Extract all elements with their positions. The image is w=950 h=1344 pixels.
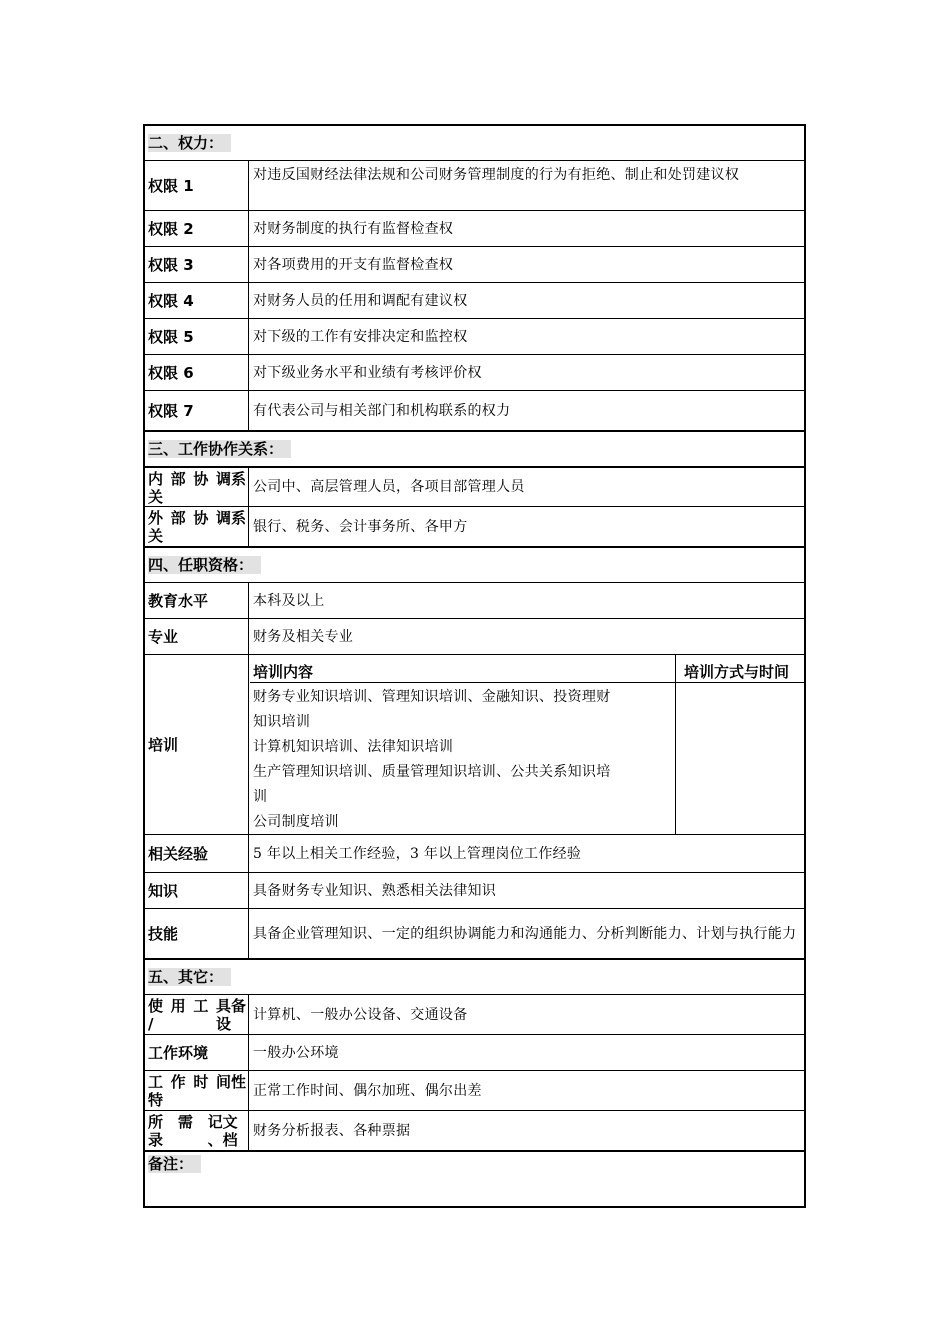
other-label-records-line1: 所 需 记 录 、 bbox=[148, 1113, 223, 1149]
qual-label-major: 专业 bbox=[145, 619, 249, 654]
power-value-1: 对违反国财经法律法规和公司财务管理制度的行为有拒绝、制止和处罚建议权 bbox=[253, 167, 740, 183]
qual-row-knowledge bbox=[145, 872, 804, 908]
power-value-5: 对下级的工作有安排决定和监控权 bbox=[253, 328, 468, 345]
power-row-6 bbox=[145, 354, 804, 390]
section-header-other bbox=[145, 958, 804, 994]
qual-row-skill bbox=[145, 908, 804, 958]
training-header bbox=[250, 655, 804, 683]
other-value-records: 财务分析报表、各种票据 bbox=[253, 1122, 411, 1139]
power-label-6: 权限 6 bbox=[145, 355, 249, 390]
qual-label-experience: 相关经验 bbox=[145, 835, 249, 872]
relation-row-external bbox=[145, 506, 804, 546]
relation-row-internal bbox=[145, 466, 804, 506]
training-line: 知识培训 bbox=[253, 714, 311, 730]
other-label-tools-line2: 备 bbox=[230, 997, 246, 1015]
power-row-2 bbox=[145, 210, 804, 246]
power-label-2: 权限 2 bbox=[145, 211, 249, 246]
training-line: 财务专业知识培训、管理知识培训、金融知识、投资理财 bbox=[253, 689, 611, 705]
remarks-label: 备注： bbox=[148, 1155, 201, 1173]
training-line: 公司制度培训 bbox=[253, 814, 339, 830]
training-line: 生产管理知识培训、质量管理知识培训、公共关系知识培 bbox=[253, 764, 611, 780]
power-value-2: 对财务制度的执行有监督检查权 bbox=[253, 220, 454, 237]
other-row-records bbox=[145, 1110, 804, 1150]
other-value-environment: 一般办公环境 bbox=[253, 1044, 339, 1061]
training-method-header: 培训方式与时间 bbox=[675, 655, 804, 682]
relation-label-external bbox=[145, 507, 249, 546]
qual-value-experience: 5 年以上相关工作经验，3 年以上管理岗位工作经验 bbox=[253, 845, 582, 862]
training-content-list bbox=[250, 683, 675, 834]
relation-label-internal-line1: 内 部 协 调 关 bbox=[148, 470, 231, 506]
other-value-worktime: 正常工作时间、偶尔加班、偶尔出差 bbox=[253, 1082, 482, 1099]
qual-value-knowledge: 具备财务专业知识、熟悉相关法律知识 bbox=[253, 882, 497, 899]
other-label-worktime-line1: 工 作 时 间 特 bbox=[148, 1073, 231, 1109]
qual-row-training bbox=[145, 654, 804, 834]
power-value-4: 对财务人员的任用和调配有建议权 bbox=[253, 292, 468, 309]
relation-value-external: 银行、税务、会计事务所、各甲方 bbox=[253, 518, 468, 535]
other-row-tools bbox=[145, 994, 804, 1034]
training-line: 训 bbox=[253, 789, 268, 805]
power-label-4: 权限 4 bbox=[145, 283, 249, 318]
qual-row-major bbox=[145, 618, 804, 654]
section-title-other: 五、其它： bbox=[148, 968, 231, 986]
power-row-7 bbox=[145, 390, 804, 430]
other-label-tools bbox=[145, 995, 249, 1034]
other-value-tools: 计算机、一般办公设备、交通设备 bbox=[253, 1006, 468, 1023]
other-label-worktime-line2: 性 bbox=[230, 1073, 246, 1091]
section-header-power bbox=[145, 126, 804, 160]
section-header-qualifications bbox=[145, 546, 804, 582]
qual-value-skill: 具备企业管理知识、一定的组织协调能力和沟通能力、分析判断能力、计划与执行能力 bbox=[253, 925, 797, 942]
power-label-3: 权限 3 bbox=[145, 247, 249, 282]
training-content-header: 培训内容 bbox=[253, 663, 314, 681]
power-value-6: 对下级业务水平和业绩有考核评价权 bbox=[253, 364, 482, 381]
power-value-7: 有代表公司与相关部门和机构联系的权力 bbox=[253, 402, 511, 419]
qual-row-experience bbox=[145, 834, 804, 872]
relation-value-internal: 公司中、高层管理人员，各项目部管理人员 bbox=[253, 479, 525, 495]
training-method-cell bbox=[675, 683, 804, 834]
other-label-records bbox=[145, 1111, 249, 1150]
other-row-environment bbox=[145, 1034, 804, 1070]
other-label-environment: 工作环境 bbox=[145, 1035, 249, 1070]
relation-label-internal-line2: 系 bbox=[230, 470, 246, 488]
power-label-7: 权限 7 bbox=[145, 391, 249, 430]
power-row-4 bbox=[145, 282, 804, 318]
power-label-1: 权限 1 bbox=[145, 161, 249, 210]
job-description-table bbox=[143, 124, 806, 1208]
power-row-3 bbox=[145, 246, 804, 282]
other-label-records-line2: 文档 bbox=[222, 1113, 238, 1149]
qual-label-training: 培训 bbox=[145, 655, 249, 834]
relation-label-external-line1: 外 部 协 调 关 bbox=[148, 509, 231, 545]
remarks-row bbox=[145, 1150, 804, 1206]
other-label-tools-line1: 使 用 工 具 /设 bbox=[148, 997, 231, 1033]
qual-label-skill: 技能 bbox=[145, 909, 249, 958]
qual-value-education: 本科及以上 bbox=[253, 592, 325, 609]
relation-label-external-line2: 系 bbox=[230, 509, 246, 527]
power-label-5: 权限 5 bbox=[145, 319, 249, 354]
power-value-3: 对各项费用的开支有监督检查权 bbox=[253, 256, 454, 273]
qual-label-education: 教育水平 bbox=[145, 583, 249, 618]
remarks-label-wrap bbox=[145, 1152, 804, 1173]
relation-label-internal bbox=[145, 468, 249, 506]
section-title-power: 二、权力： bbox=[148, 134, 231, 152]
qual-label-knowledge: 知识 bbox=[145, 873, 249, 908]
section-header-relations bbox=[145, 430, 804, 466]
qual-row-education bbox=[145, 582, 804, 618]
training-line: 计算机知识培训、法律知识培训 bbox=[253, 739, 454, 755]
power-row-5 bbox=[145, 318, 804, 354]
qual-value-major: 财务及相关专业 bbox=[253, 628, 354, 645]
power-row-1 bbox=[145, 160, 804, 210]
other-row-worktime bbox=[145, 1070, 804, 1110]
other-label-worktime bbox=[145, 1071, 249, 1110]
section-title-qualifications: 四、任职资格： bbox=[148, 556, 261, 574]
training-box bbox=[250, 655, 804, 834]
section-title-relations: 三、工作协作关系： bbox=[148, 440, 291, 458]
